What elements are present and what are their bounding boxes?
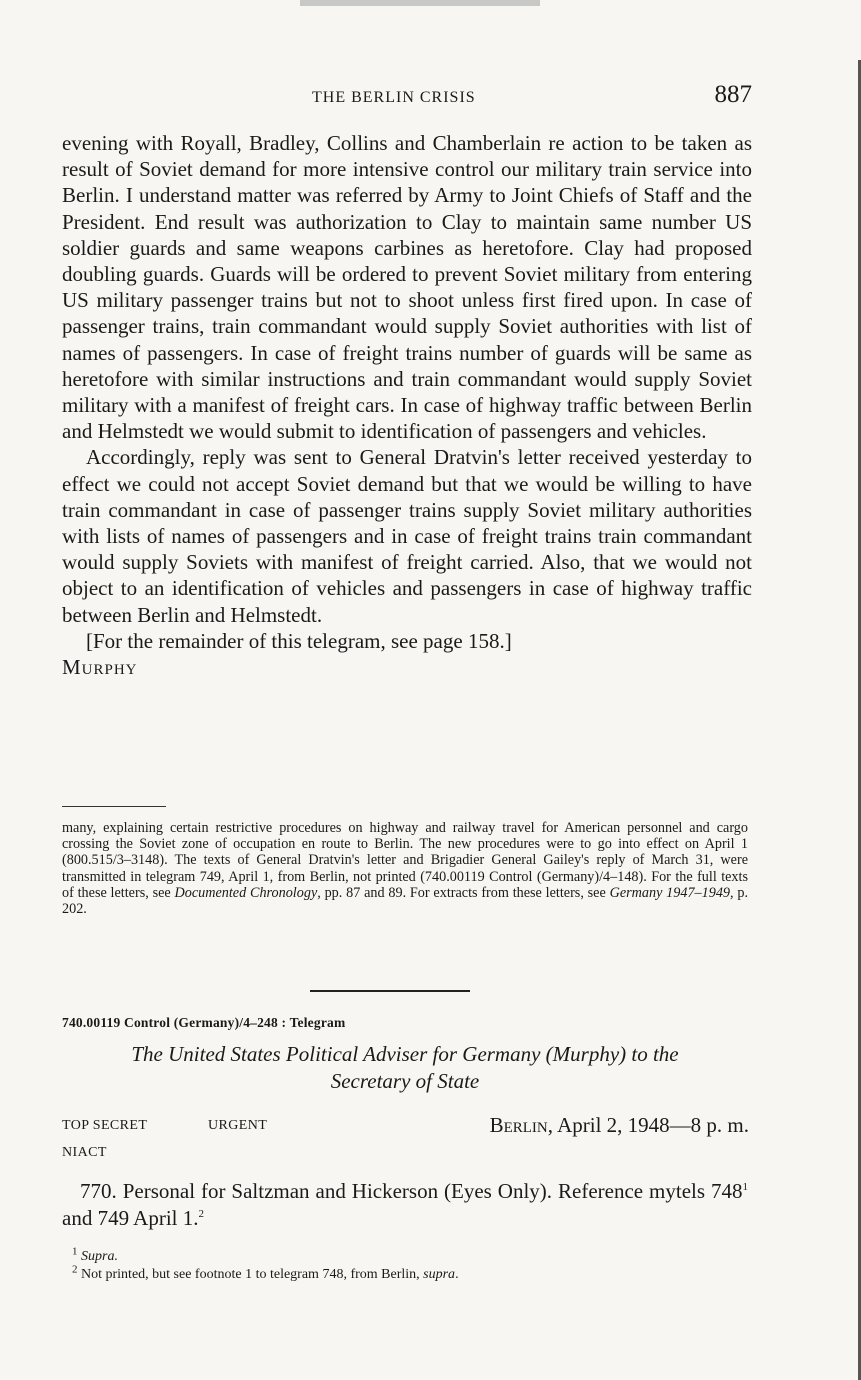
footnote-continuation <box>62 820 748 917</box>
footnote-number: 1 <box>72 1245 78 1258</box>
telegram-body <box>62 130 752 680</box>
signature: Murphy <box>62 655 138 680</box>
precedence-label: URGENT <box>208 1118 268 1133</box>
footnotes <box>62 1245 742 1283</box>
message-text: 770. Personal for Saltzman and Hickerson (Eyes Only). Reference mytels 748 <box>80 1179 743 1203</box>
footnote-text: , pp. 87 and 89. For extracts from these letters, see <box>317 884 610 901</box>
dateline <box>490 1113 749 1138</box>
body-paragraph-1: evening with Royall, Bradley, Collins and Chamberlain re action to be taken as result of Soviet demand for more intensive control our military train service into Berlin. I understand matter was referred by Army to Joint Chiefs of Staff and the President. End result was authorization to Clay to maintain same number US soldier guards and same weapons carbines as heretofore. Clay had proposed doubling guards. Guards will be ordered to prevent Soviet military from entering US military passenger trains but not to shoot unless first fired upon. In case of passenger trains, train commandant would supply Soviet authorities with list of names of passengers. In case of freight trains number of guards will be same as heretofore with similar instructions and train commandant would supply Soviet military with a manifest of freight cars. In case of highway traffic between Berlin and Helmstedt we would submit to identification of passengers and vehicles. <box>62 131 752 444</box>
footnote-ref-2: 2 <box>198 1208 204 1220</box>
footnote-citation: Germany 1947–1949 <box>609 884 731 901</box>
heading-line-1: The United States Political Adviser for Germany (Murphy) to the <box>131 1042 679 1066</box>
footnote-ref-1: 1 <box>742 1181 748 1193</box>
footnote-1 <box>62 1245 742 1266</box>
footnote-text: many, explaining certain restrictive procedures on highway and railway travel for American personnel and cargo crossing the Soviet zone of occupation en route to Berlin. The new procedures were to go into effect on April 1 (800.515/3–3148). The texts of General Dratvin's letter and Brigadier General Gailey's reply of March 31, were transmitted in telegram 749, April 1, from Berlin, not printed (740.00119 Control (Germany)/4–148). For the full texts of these letters, see <box>62 820 748 901</box>
page-number: 887 <box>714 81 752 108</box>
file-number: 740.00119 Control (Germany)/4–248 : Telegram <box>62 1015 346 1030</box>
footnote-text: Supra. <box>81 1249 118 1264</box>
footnote-text: . <box>455 1266 459 1282</box>
niact-label: NIACT <box>62 1145 107 1160</box>
document-heading <box>55 1041 755 1095</box>
scan-artifact-top <box>300 0 540 6</box>
running-head <box>62 81 752 115</box>
footnote-text: , p. 202. <box>62 884 748 918</box>
dateline-date: , April 2, 1948—8 p. m. <box>547 1113 749 1137</box>
footnote-rule <box>62 806 166 807</box>
footnote-text: Not printed, but see footnote 1 to telegram 748, from Berlin, <box>81 1266 424 1282</box>
document-separator <box>310 990 470 992</box>
footnote-number: 2 <box>72 1262 78 1275</box>
footnote-2 <box>62 1262 742 1284</box>
dateline-city: Berlin <box>489 1113 548 1137</box>
running-head-title: THE BERLIN CRISIS <box>312 89 476 106</box>
heading-line-2: Secretary of State <box>330 1069 480 1093</box>
telegram-message <box>62 1178 748 1232</box>
message-text: and 749 April 1. <box>62 1206 199 1230</box>
footnote-citation: Documented Chronology <box>174 884 318 901</box>
remainder-note: [For the remainder of this telegram, see page 158.] <box>86 628 512 653</box>
body-paragraph-2: Accordingly, reply was sent to General Dratvin's letter received yesterday to effect we could not accept Soviet demand but that we would be willing to have train commandant in case of passenger trains supply Soviet military authorities with lists of names of passengers and in case of freight trains train commandant would supply Soviets with manifest of freight carried. Also, that we would not object to an identification of vehicles and passengers in case of highway traffic between Berlin and Helmstedt. <box>62 445 752 627</box>
classification-label: TOP SECRET <box>62 1118 148 1133</box>
footnote-citation: supra <box>423 1266 456 1282</box>
